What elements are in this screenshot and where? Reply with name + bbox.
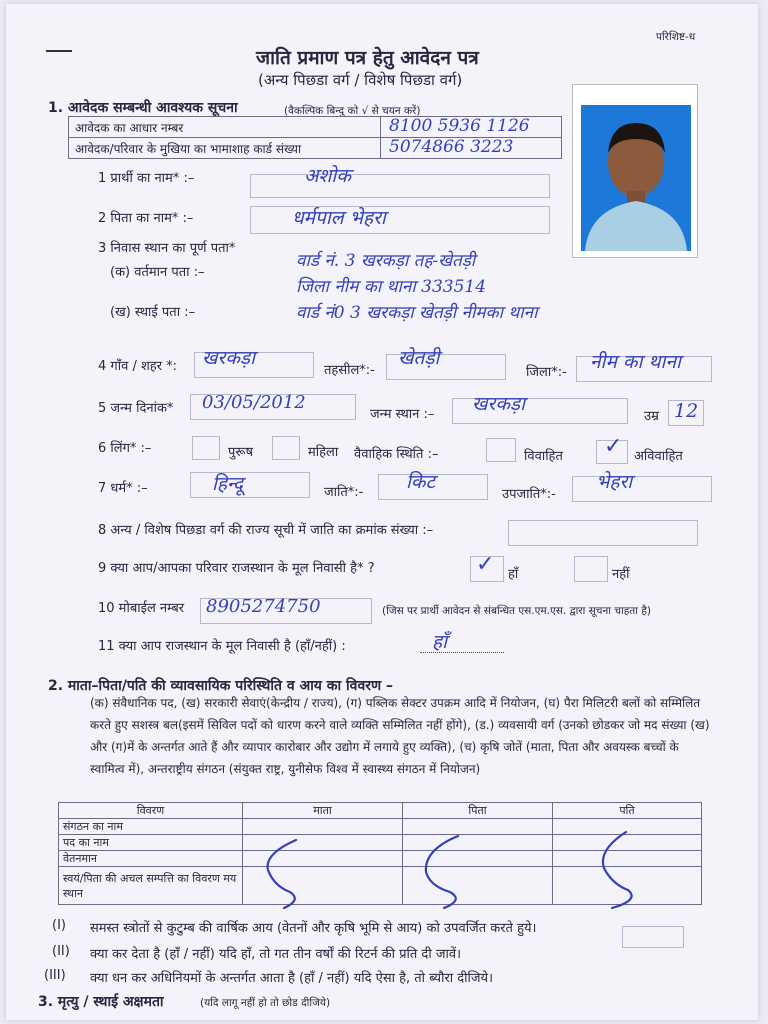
religion-label: 7 धर्म* :–	[98, 481, 148, 496]
income-col-header: माता	[243, 803, 403, 819]
subcaste-label: उपजाति*:-	[502, 487, 556, 502]
current-address-line1: वार्ड नं. 3 खरकड़ा तह-खेतड़ी	[296, 251, 476, 271]
district-value: नीम का थाना	[590, 351, 681, 373]
native-yes-check-mark: ✓	[476, 552, 495, 577]
female-label: महिला	[308, 445, 339, 460]
applicant-name-value: अशोक	[304, 165, 351, 187]
married-label: विवाहित	[524, 449, 563, 464]
income-col-header: विवरण	[59, 803, 243, 819]
mobile-label: 10 मोबाईल नम्बर	[98, 601, 185, 616]
native-question-label: 9 क्या आप/आपका परिवार राजस्थान के मूल निवासी है* ?	[98, 561, 375, 576]
unmarried-label: अविवाहित	[634, 449, 683, 464]
birthplace-value: खरकड़ा	[472, 393, 525, 415]
income-q3-text: क्या धन कर अधिनियमों के अन्तर्गत आता है (हाँ / नहीं) यदि ऐसा है, तो ब्यौरा दीजिये।	[90, 971, 494, 986]
income-col-header: पिता	[403, 803, 553, 819]
native-no-label: नहीं	[612, 567, 630, 582]
unmarried-check-mark: ✓	[604, 434, 623, 459]
native-yes-label: हाँ	[508, 567, 519, 582]
application-form-page	[6, 4, 758, 1020]
current-address-line2: जिला नीम का थाना 333514	[296, 277, 487, 297]
income-q2-number: (II)	[52, 944, 70, 959]
income-q1-number: (I)	[52, 918, 66, 933]
aadhaar-label: आवेदक का आधार नम्बर	[69, 117, 381, 138]
father-name-value: धर्मपाल भेहरा	[292, 207, 386, 229]
income-q3-number: (III)	[44, 968, 66, 983]
current-address-label: (क) वर्तमान पता :–	[110, 265, 205, 280]
income-q1-field[interactable]	[622, 926, 684, 948]
applicant-name-label: 1 प्रार्थी का नाम* :–	[98, 171, 195, 186]
section2-heading: 2. माता–पिता/पति की व्यावसायिक परिस्थिति व आय का विवरण –	[48, 678, 393, 694]
caste-serial-label: 8 अन्य / विशेष पिछडा वर्ग की राज्य सूची में जाति का क्रमांक संख्या :–	[98, 523, 434, 538]
age-label: उम्र	[644, 409, 659, 424]
subcaste-value: भेहरा	[596, 471, 633, 493]
age-value: 12	[674, 400, 699, 422]
section2-paragraph: (क) संवैधानिक पद, (ख) सरकारी सेवाएं(केन्द्रीय / राज्य), (ग) पब्लिक सेक्टर उपक्रम आदि में नियोजन, (घ) पैरा मिलिटरी बलों को सम्मिलित करते हुए सशस्त्र बल(इसमें सिविल पदों को धारण करने वाले व्यक्ति सम्मिलित नहीं होंगे), (ड.) व्यवसायी वर्ग (उनको छोडकर जो मद संख्या (ख) और (ग)में के अन्तर्गत आते हैं और व्यापार कारोबार और उद्योग में लगाये हुए व्यक्ति), (च) कृषि जोतें (माता, पिता और अवयस्क बच्चों के स्वामित्व में), अन्तराष्ट्रीय संगठन (संयुक्त राष्ट्र, युनीसेफ विश्व में स्वास्थ्य संगठन में नियोजन)	[90, 696, 710, 776]
mobile-note: (जिस पर प्रार्थी आवेदन से संबन्धित एस.एम.एस. द्वारा सूचना चाहता है)	[382, 605, 652, 617]
table-row: वेतनमान	[59, 851, 702, 867]
resident-value: हाँ	[432, 631, 448, 653]
mobile-value: 8905274750	[206, 596, 321, 617]
dob-value: 03/05/2012	[202, 392, 306, 413]
district-label: जिला*:-	[526, 365, 567, 380]
income-col-header: पति	[553, 803, 702, 819]
village-label: 4 गाँव / शहर *:	[98, 359, 178, 374]
permanent-address-value: वार्ड नं0 3 खरकड़ा खेतड़ी नीमका थाना	[296, 303, 538, 323]
father-name-label: 2 पिता का नाम* :–	[98, 211, 194, 226]
resident-question-label: 11 क्या आप राजस्थान के मूल निवासी है (हाँ/नहीं) :	[98, 639, 346, 654]
dob-label: 5 जन्म दिनांक*	[98, 401, 174, 416]
caste-value: किट	[406, 471, 436, 493]
tehsil-label: तहसील*:-	[324, 363, 375, 378]
birthplace-label: जन्म स्थान :–	[370, 407, 435, 422]
appendix-label: परिशिष्ट-ध	[656, 31, 696, 43]
table-handwritten-marks	[6, 4, 758, 1020]
address-label: 3 निवास स्थान का पूर्ण पता*	[98, 241, 236, 256]
gender-label: 6 लिंग* :–	[98, 441, 152, 456]
form-subtitle: (अन्य पिछडा वर्ग / विशेष पिछडा वर्ग)	[258, 71, 463, 89]
section1-note: (वैकल्पिक बिन्दु को √ से चयन करें)	[284, 105, 421, 117]
table-row: स्वयं/पिता की अचल सम्पत्ति का विवरण मय स्थान	[59, 867, 702, 905]
income-q1-text: समस्त स्त्रोतों से कुटुम्ब की वार्षिक आय (वेतनों और कृषि भूमि से आय) को उपवर्जित करते हुये।	[90, 921, 537, 936]
caste-label: जाति*:-	[324, 485, 364, 500]
table-row: संगठन का नाम	[59, 819, 702, 835]
marital-label: वैवाहिक स्थिति :–	[354, 447, 439, 462]
section1-heading: 1. आवेदक सम्बन्धी आवश्यक सूचना	[48, 100, 238, 116]
tehsil-value: खेतड़ी	[398, 347, 440, 369]
table-row: पद का नाम	[59, 835, 702, 851]
income-q2-text: क्या कर देता है (हाँ / नहीं) यदि हाँ, तो गत तीन वर्षों की रिटर्न की प्रति दी जावें।	[90, 947, 461, 962]
male-label: पुरूष	[228, 445, 253, 460]
village-value: खरकड़ा	[202, 347, 255, 369]
section3-heading: 3. मृत्यु / स्थाई अक्षमता	[38, 994, 164, 1010]
bhamashah-value: 5074866 3223	[389, 137, 514, 157]
bhamashah-label: आवेदक/परिवार के मुखिया का भामाशाह कार्ड संख्या	[69, 138, 381, 159]
form-title: जाति प्रमाण पत्र हेतु आवेदन पत्र	[256, 47, 479, 69]
aadhaar-value: 8100 5936 1126	[389, 116, 530, 136]
religion-value: हिन्दू	[212, 473, 243, 495]
permanent-address-label: (ख) स्थाई पता :–	[110, 305, 196, 320]
section3-note: (यदि लागू नहीं हो तो छोड दीजिये)	[200, 997, 331, 1009]
